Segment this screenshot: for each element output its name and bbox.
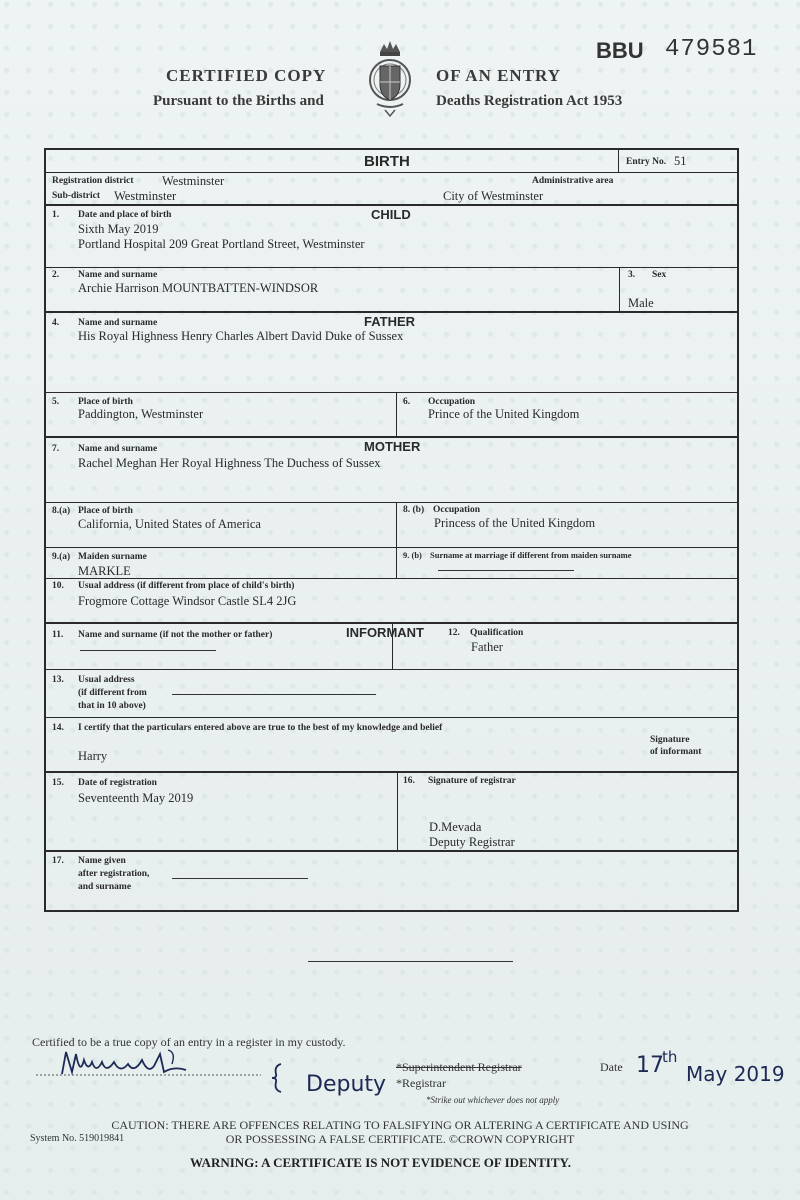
field-13-label-3: that in 10 above) bbox=[78, 701, 146, 711]
field-5-num: 5. bbox=[52, 397, 60, 407]
field-9a-num: 9.(a) bbox=[52, 552, 71, 562]
caution-line-2: OR POSSESSING A FALSE CERTIFICATE. ©CROWN COPYRIGHT bbox=[225, 1132, 575, 1146]
informant-section-heading: INFORMANT bbox=[346, 625, 424, 640]
date-handwritten-day: 17 bbox=[636, 1053, 664, 1078]
field-8b-num: 8. (b) bbox=[403, 505, 425, 515]
field-3-num: 3. bbox=[628, 270, 636, 280]
field-5-label: Place of birth bbox=[78, 397, 133, 407]
name-after-registration-line bbox=[172, 878, 308, 879]
field-11-label: Name and surname (if not the mother or father) bbox=[78, 630, 273, 640]
reg-district-value: Westminster bbox=[162, 174, 225, 188]
field-12-num: 12. bbox=[448, 628, 460, 638]
father-section-heading: FATHER bbox=[364, 314, 416, 329]
father-occupation: Prince of the United Kingdom bbox=[428, 407, 580, 421]
informant-qualification: Father bbox=[471, 640, 503, 654]
father-pob: Paddington, Westminster bbox=[78, 407, 204, 421]
field-16-num: 16. bbox=[403, 776, 415, 786]
entry-no: 51 bbox=[674, 154, 687, 168]
field-14-label: I certify that the particulars entered above are true to the best of my knowledge and belief bbox=[78, 723, 443, 733]
field-7-label: Name and surname bbox=[78, 444, 158, 454]
caution-notice bbox=[90, 1118, 710, 1146]
field-17-label-3: and surname bbox=[78, 882, 132, 892]
certified-text: Certified to be a true copy of an entry in a register in my custody. bbox=[32, 1035, 346, 1049]
informant-signature: Harry bbox=[78, 749, 108, 763]
title-right: OF AN ENTRY bbox=[436, 66, 562, 85]
field-13-label-2: (if different from bbox=[78, 688, 147, 698]
field-3-label: Sex bbox=[652, 270, 667, 280]
deputy-handwritten: Deputy bbox=[306, 1072, 387, 1097]
mother-pob: California, United States of America bbox=[78, 517, 261, 531]
field-14-num: 14. bbox=[52, 723, 64, 733]
registrar-label: *Registrar bbox=[396, 1076, 446, 1090]
royal-crest-icon bbox=[367, 38, 413, 118]
informant-address-line bbox=[172, 694, 376, 695]
child-dob: Sixth May 2019 bbox=[78, 222, 159, 236]
field-17-num: 17. bbox=[52, 856, 64, 866]
form-type-heading: BIRTH bbox=[364, 153, 410, 170]
signature-label-2: of informant bbox=[650, 747, 702, 757]
child-pob: Portland Hospital 209 Great Portland Street, Westminster bbox=[78, 237, 365, 251]
father-name: His Royal Highness Henry Charles Albert David Duke of Sussex bbox=[78, 329, 404, 343]
field-9a-label: Maiden surname bbox=[78, 552, 147, 562]
field-15-num: 15. bbox=[52, 778, 64, 788]
child-sex: Male bbox=[628, 296, 654, 310]
informant-name-line bbox=[80, 650, 216, 651]
field-17-label-2: after registration, bbox=[78, 869, 150, 879]
field-13-label-1: Usual address bbox=[78, 675, 135, 685]
field-17-label-1: Name given bbox=[78, 856, 126, 866]
subtitle-left: Pursuant to the Births and bbox=[153, 93, 324, 109]
field-8a-num: 8.(a) bbox=[52, 506, 71, 516]
field-7-num: 7. bbox=[52, 444, 60, 454]
field-6-num: 6. bbox=[403, 397, 411, 407]
mother-address: Frogmore Cottage Windsor Castle SL4 2JG bbox=[78, 594, 297, 608]
child-name: Archie Harrison MOUNTBATTEN-WINDSOR bbox=[78, 281, 319, 295]
field-12-label: Qualification bbox=[470, 628, 524, 638]
field-9b-num: 9. (b) bbox=[403, 550, 422, 560]
field-4-num: 4. bbox=[52, 318, 60, 328]
field-9b-label: Surname at marriage if different from maiden surname bbox=[430, 550, 632, 560]
brace-mark-icon bbox=[270, 1062, 284, 1094]
birth-entry-form bbox=[44, 148, 739, 912]
field-15-label: Date of registration bbox=[78, 778, 157, 788]
field-4-label: Name and surname bbox=[78, 318, 158, 328]
field-10-label: Usual address (if different from place of child's birth) bbox=[78, 581, 295, 591]
child-section-heading: CHILD bbox=[371, 207, 411, 222]
entry-no-label: Entry No. bbox=[626, 157, 667, 167]
field-2-label: Name and surname bbox=[78, 270, 158, 280]
field-10-num: 10. bbox=[52, 581, 64, 591]
serial-prefix: BBU bbox=[596, 38, 644, 63]
strike-note: *Strike out whichever does not apply bbox=[426, 1095, 560, 1105]
mother-name: Rachel Meghan Her Royal Highness The Duchess of Sussex bbox=[78, 456, 381, 470]
registrar-title: Deputy Registrar bbox=[429, 835, 515, 849]
system-number: System No. 519019841 bbox=[30, 1133, 125, 1144]
mother-occupation: Princess of the United Kingdom bbox=[434, 516, 596, 530]
field-11-num: 11. bbox=[52, 630, 64, 640]
serial-number: 479581 bbox=[665, 36, 758, 63]
admin-area-label: Administrative area bbox=[532, 176, 614, 186]
admin-area-value: City of Westminster bbox=[443, 189, 544, 203]
mother-maiden-surname: MARKLE bbox=[78, 564, 131, 578]
warning-notice: WARNING: A CERTIFICATE IS NOT EVIDENCE OF IDENTITY. bbox=[190, 1155, 571, 1170]
separator-line bbox=[308, 961, 513, 962]
field-2-num: 2. bbox=[52, 270, 60, 280]
sub-district-value: Westminster bbox=[114, 189, 177, 203]
field-1-num: 1. bbox=[52, 210, 60, 220]
field-8a-label: Place of birth bbox=[78, 506, 133, 516]
date-handwritten-suffix: th bbox=[662, 1048, 678, 1066]
caution-line-1: CAUTION: THERE ARE OFFENCES RELATING TO FALSIFYING OR ALTERING A CERTIFICATE AND USING bbox=[111, 1118, 689, 1132]
registration-date: Seventeenth May 2019 bbox=[78, 791, 194, 805]
field-8b-label: Occupation bbox=[433, 505, 480, 515]
field-1-label: Date and place of birth bbox=[78, 210, 172, 220]
signature-label-1: Signature bbox=[650, 735, 690, 745]
superintendent-registrar-struck: *Superintendent Registrar bbox=[396, 1060, 522, 1074]
reg-district-label: Registration district bbox=[52, 176, 134, 186]
surname-at-marriage-line bbox=[438, 570, 574, 571]
field-16-label: Signature of registrar bbox=[428, 776, 516, 786]
field-6-label: Occupation bbox=[428, 397, 475, 407]
date-label: Date bbox=[600, 1060, 623, 1074]
title-left: CERTIFIED COPY bbox=[166, 66, 327, 85]
date-handwritten-rest: May 2019 bbox=[686, 1062, 785, 1086]
registrar-name: D.Mevada bbox=[429, 820, 482, 834]
field-13-num: 13. bbox=[52, 675, 64, 685]
subtitle-right: Deaths Registration Act 1953 bbox=[436, 93, 623, 109]
sub-district-label: Sub-district bbox=[52, 191, 101, 201]
mother-section-heading: MOTHER bbox=[364, 439, 421, 454]
certifying-signature-icon bbox=[36, 1046, 266, 1080]
